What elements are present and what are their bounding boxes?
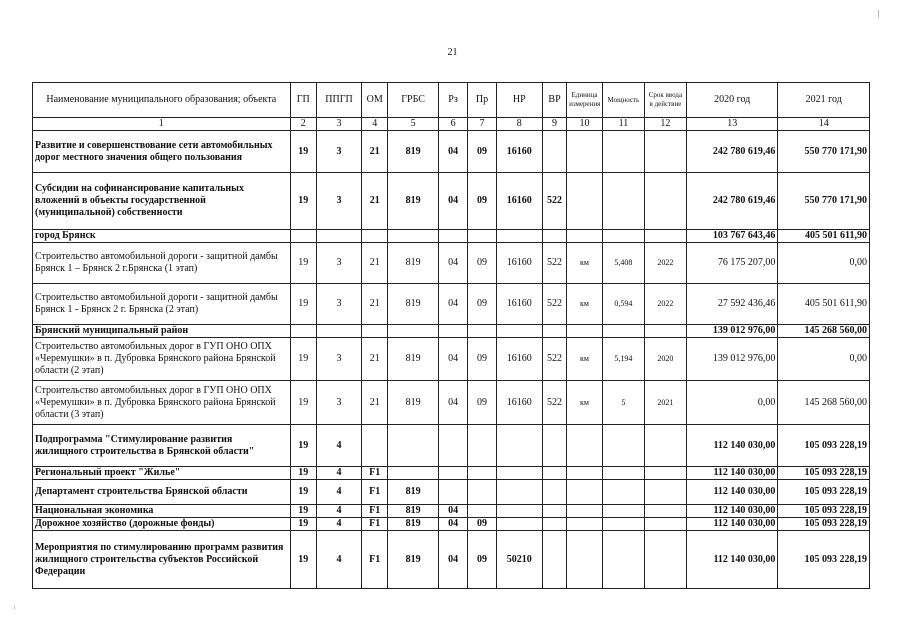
cell-pr: 09 [468, 173, 496, 230]
cell-ppgp: 4 [316, 425, 361, 467]
cell-rz: 04 [438, 338, 467, 381]
col-num: 5 [388, 118, 438, 131]
cell-term [644, 505, 686, 518]
col-num: 13 [686, 118, 777, 131]
cell-gp: 19 [290, 243, 316, 284]
cell-gp: 19 [290, 338, 316, 381]
cell-pr: 09 [468, 518, 496, 531]
cell-name: Брянский муниципальный район [33, 325, 291, 338]
cell-ppgp: 4 [316, 480, 361, 505]
cell-om [362, 230, 388, 243]
cell-pr: 09 [468, 531, 496, 589]
cell-power [602, 505, 644, 518]
cell-vr: 522 [542, 338, 566, 381]
cell-rz [438, 230, 467, 243]
cell-term [644, 131, 686, 173]
col-num: 2 [290, 118, 316, 131]
cell-2021: 405 501 611,90 [778, 230, 870, 243]
cell-2021: 105 093 228,19 [778, 518, 870, 531]
cell-om: 21 [362, 173, 388, 230]
cell-grbs [388, 425, 438, 467]
cell-name: Региональный проект "Жилье" [33, 467, 291, 480]
header-power: Мощность [602, 83, 644, 118]
header-name: Наименование муниципального образования; объекта [33, 83, 291, 118]
header-om: ОМ [362, 83, 388, 118]
header-nr: НР [496, 83, 542, 118]
cell-nr: 50210 [496, 531, 542, 589]
cell-om: F1 [362, 467, 388, 480]
col-num: 4 [362, 118, 388, 131]
cell-2020: 139 012 976,00 [686, 338, 777, 381]
cell-vr [542, 467, 566, 480]
cell-nr [496, 505, 542, 518]
cell-ppgp: 4 [316, 531, 361, 589]
cell-om: F1 [362, 505, 388, 518]
cell-power: 0,594 [602, 284, 644, 325]
cell-name: Мероприятия по стимулированию программ развития жилищного строительства субъектов Российской Федерации [33, 531, 291, 589]
cell-name: Развитие и совершенствование сети автомобильных дорог местного значения общего пользования [33, 131, 291, 173]
cell-gp: 19 [290, 531, 316, 589]
cell-2021: 550 770 171,90 [778, 173, 870, 230]
cell-nr: 16160 [496, 243, 542, 284]
cell-unit [567, 325, 603, 338]
cell-nr: 16160 [496, 173, 542, 230]
cell-gp: 19 [290, 425, 316, 467]
cell-term: 2022 [644, 284, 686, 325]
cell-term [644, 230, 686, 243]
cell-power [602, 531, 644, 589]
cell-term [644, 518, 686, 531]
cell-rz: 04 [438, 531, 467, 589]
table-row [33, 518, 870, 531]
cell-unit [567, 531, 603, 589]
cell-unit: км [567, 284, 603, 325]
cell-rz: 04 [438, 518, 467, 531]
cell-rz: 04 [438, 173, 467, 230]
cell-vr: 522 [542, 173, 566, 230]
cell-2020: 112 140 030,00 [686, 467, 777, 480]
table-row [33, 381, 870, 425]
cell-pr [468, 325, 496, 338]
cell-vr [542, 480, 566, 505]
cell-power [602, 480, 644, 505]
cell-gp: 19 [290, 505, 316, 518]
cell-ppgp: 3 [316, 173, 361, 230]
cell-vr: 522 [542, 381, 566, 425]
cell-power: 5 [602, 381, 644, 425]
col-num: 11 [602, 118, 644, 131]
scan-mark-bottom [14, 606, 15, 609]
cell-grbs: 819 [388, 173, 438, 230]
header-pr: Пр [468, 83, 496, 118]
cell-pr [468, 425, 496, 467]
cell-2020: 103 767 643,46 [686, 230, 777, 243]
cell-pr [468, 230, 496, 243]
cell-grbs: 819 [388, 338, 438, 381]
cell-rz: 04 [438, 505, 467, 518]
cell-vr [542, 230, 566, 243]
cell-gp: 19 [290, 518, 316, 531]
cell-pr: 09 [468, 131, 496, 173]
cell-power [602, 230, 644, 243]
cell-2021: 105 093 228,19 [778, 480, 870, 505]
cell-vr [542, 131, 566, 173]
cell-2020: 112 140 030,00 [686, 531, 777, 589]
header-2021: 2021 год [778, 83, 870, 118]
cell-2021: 145 268 560,00 [778, 381, 870, 425]
col-num: 14 [778, 118, 870, 131]
cell-2020: 112 140 030,00 [686, 425, 777, 467]
budget-table [32, 82, 870, 589]
cell-term [644, 480, 686, 505]
table-row [33, 505, 870, 518]
cell-name: Подпрограмма "Стимулирование развития жилищного строительства в Брянской области" [33, 425, 291, 467]
col-num: 1 [33, 118, 291, 131]
cell-name: Дорожное хозяйство (дорожные фонды) [33, 518, 291, 531]
cell-pr [468, 505, 496, 518]
cell-grbs: 819 [388, 243, 438, 284]
cell-grbs [388, 230, 438, 243]
col-num: 3 [316, 118, 361, 131]
cell-power [602, 518, 644, 531]
cell-om: 21 [362, 284, 388, 325]
cell-gp: 19 [290, 381, 316, 425]
cell-ppgp: 3 [316, 284, 361, 325]
cell-om: 21 [362, 243, 388, 284]
cell-power [602, 325, 644, 338]
cell-unit [567, 173, 603, 230]
cell-pr [468, 467, 496, 480]
cell-nr: 16160 [496, 131, 542, 173]
cell-2021: 105 093 228,19 [778, 425, 870, 467]
page-number: 21 [447, 47, 458, 58]
cell-name: Строительство автомобильных дорог в ГУП ОНО ОПХ «Черемушки» в п. Дубровка Брянского района Брянской области (3 этап) [33, 381, 291, 425]
cell-power: 5,408 [602, 243, 644, 284]
cell-grbs [388, 325, 438, 338]
cell-term [644, 425, 686, 467]
cell-name: Строительство автомобильных дорог в ГУП ОНО ОПХ «Черемушки» в п. Дубровка Брянского района Брянской области (2 этап) [33, 338, 291, 381]
cell-rz: 04 [438, 284, 467, 325]
cell-nr: 16160 [496, 381, 542, 425]
header-unit: Единица измерения [567, 83, 603, 118]
cell-2021: 105 093 228,19 [778, 531, 870, 589]
cell-vr: 522 [542, 284, 566, 325]
cell-pr [468, 480, 496, 505]
cell-gp: 19 [290, 467, 316, 480]
cell-2020: 0,00 [686, 381, 777, 425]
cell-vr [542, 505, 566, 518]
cell-unit [567, 480, 603, 505]
cell-rz [438, 425, 467, 467]
cell-gp: 19 [290, 173, 316, 230]
cell-unit [567, 505, 603, 518]
cell-nr [496, 467, 542, 480]
cell-name: город Брянск [33, 230, 291, 243]
cell-ppgp: 4 [316, 467, 361, 480]
cell-pr: 09 [468, 338, 496, 381]
cell-grbs: 819 [388, 480, 438, 505]
column-number-row [33, 118, 870, 131]
cell-nr [496, 230, 542, 243]
cell-rz [438, 325, 467, 338]
cell-unit: км [567, 243, 603, 284]
cell-term [644, 467, 686, 480]
cell-ppgp: 3 [316, 131, 361, 173]
cell-gp: 19 [290, 284, 316, 325]
header-vr: ВР [542, 83, 566, 118]
cell-ppgp: 4 [316, 505, 361, 518]
cell-unit [567, 467, 603, 480]
cell-om: F1 [362, 531, 388, 589]
cell-rz: 04 [438, 131, 467, 173]
cell-nr: 16160 [496, 284, 542, 325]
cell-2020: 112 140 030,00 [686, 480, 777, 505]
cell-grbs: 819 [388, 284, 438, 325]
cell-power [602, 425, 644, 467]
cell-rz: 04 [438, 243, 467, 284]
table-row [33, 467, 870, 480]
cell-om: 21 [362, 381, 388, 425]
cell-vr [542, 325, 566, 338]
cell-2020: 242 780 619,46 [686, 173, 777, 230]
cell-ppgp [316, 230, 361, 243]
cell-vr [542, 518, 566, 531]
table-row [33, 338, 870, 381]
header-rz: Рз [438, 83, 467, 118]
cell-term: 2020 [644, 338, 686, 381]
cell-2021: 105 093 228,19 [778, 505, 870, 518]
cell-2021: 145 268 560,00 [778, 325, 870, 338]
table-row [33, 243, 870, 284]
table-row [33, 325, 870, 338]
col-num: 9 [542, 118, 566, 131]
cell-term [644, 531, 686, 589]
cell-ppgp: 3 [316, 381, 361, 425]
cell-pr: 09 [468, 284, 496, 325]
cell-ppgp: 3 [316, 338, 361, 381]
cell-2021: 0,00 [778, 243, 870, 284]
table-row [33, 531, 870, 589]
cell-2020: 76 175 207,00 [686, 243, 777, 284]
cell-rz [438, 467, 467, 480]
cell-rz: 04 [438, 381, 467, 425]
cell-ppgp [316, 325, 361, 338]
cell-om [362, 325, 388, 338]
header-2020: 2020 год [686, 83, 777, 118]
cell-rz [438, 480, 467, 505]
cell-2021: 550 770 171,90 [778, 131, 870, 173]
table-row [33, 230, 870, 243]
cell-pr: 09 [468, 243, 496, 284]
cell-gp [290, 325, 316, 338]
cell-om: F1 [362, 480, 388, 505]
cell-nr [496, 325, 542, 338]
table-row [33, 131, 870, 173]
scan-mark-top [878, 10, 879, 18]
cell-unit: км [567, 338, 603, 381]
cell-vr [542, 531, 566, 589]
cell-grbs: 819 [388, 531, 438, 589]
cell-grbs: 819 [388, 381, 438, 425]
cell-gp: 19 [290, 480, 316, 505]
cell-om: F1 [362, 518, 388, 531]
cell-term: 2021 [644, 381, 686, 425]
table-row [33, 284, 870, 325]
col-num: 6 [438, 118, 467, 131]
cell-2021: 405 501 611,90 [778, 284, 870, 325]
cell-vr [542, 425, 566, 467]
cell-term [644, 173, 686, 230]
cell-grbs [388, 467, 438, 480]
header-gp: ГП [290, 83, 316, 118]
cell-ppgp: 3 [316, 243, 361, 284]
header-grbs: ГРБС [388, 83, 438, 118]
cell-name: Строительство автомобильной дороги - защитной дамбы Брянск 1 - Брянск 2 г. Брянска (2 этап) [33, 284, 291, 325]
cell-ppgp: 4 [316, 518, 361, 531]
table-row [33, 425, 870, 467]
cell-unit [567, 131, 603, 173]
cell-2021: 0,00 [778, 338, 870, 381]
cell-unit [567, 425, 603, 467]
cell-grbs: 819 [388, 505, 438, 518]
cell-unit [567, 230, 603, 243]
cell-om: 21 [362, 338, 388, 381]
cell-name: Субсидии на софинансирование капитальных вложений в объекты государственной (муниципальной) собственности [33, 173, 291, 230]
header-ppgp: ППГП [316, 83, 361, 118]
cell-om: 21 [362, 131, 388, 173]
cell-unit [567, 518, 603, 531]
cell-nr [496, 518, 542, 531]
cell-2020: 139 012 976,00 [686, 325, 777, 338]
cell-nr: 16160 [496, 338, 542, 381]
cell-2021: 105 093 228,19 [778, 467, 870, 480]
col-num: 12 [644, 118, 686, 131]
cell-term: 2022 [644, 243, 686, 284]
header-row [33, 83, 870, 118]
cell-term [644, 325, 686, 338]
cell-power [602, 173, 644, 230]
cell-gp [290, 230, 316, 243]
cell-nr [496, 480, 542, 505]
col-num: 10 [567, 118, 603, 131]
cell-name: Строительство автомобильной дороги - защитной дамбы Брянск 1 – Брянск 2 г.Брянска (1 этап) [33, 243, 291, 284]
cell-2020: 27 592 436,46 [686, 284, 777, 325]
cell-name: Национальная экономика [33, 505, 291, 518]
cell-name: Департамент строительства Брянской области [33, 480, 291, 505]
cell-power: 5,194 [602, 338, 644, 381]
cell-vr: 522 [542, 243, 566, 284]
col-num: 8 [496, 118, 542, 131]
cell-power [602, 467, 644, 480]
cell-grbs: 819 [388, 518, 438, 531]
header-term: Срок ввода в действие [644, 83, 686, 118]
cell-unit: км [567, 381, 603, 425]
table-row [33, 173, 870, 230]
cell-om [362, 425, 388, 467]
cell-nr [496, 425, 542, 467]
cell-2020: 112 140 030,00 [686, 505, 777, 518]
cell-2020: 242 780 619,46 [686, 131, 777, 173]
cell-power [602, 131, 644, 173]
cell-pr: 09 [468, 381, 496, 425]
col-num: 7 [468, 118, 496, 131]
cell-2020: 112 140 030,00 [686, 518, 777, 531]
cell-grbs: 819 [388, 131, 438, 173]
cell-gp: 19 [290, 131, 316, 173]
table-row [33, 480, 870, 505]
